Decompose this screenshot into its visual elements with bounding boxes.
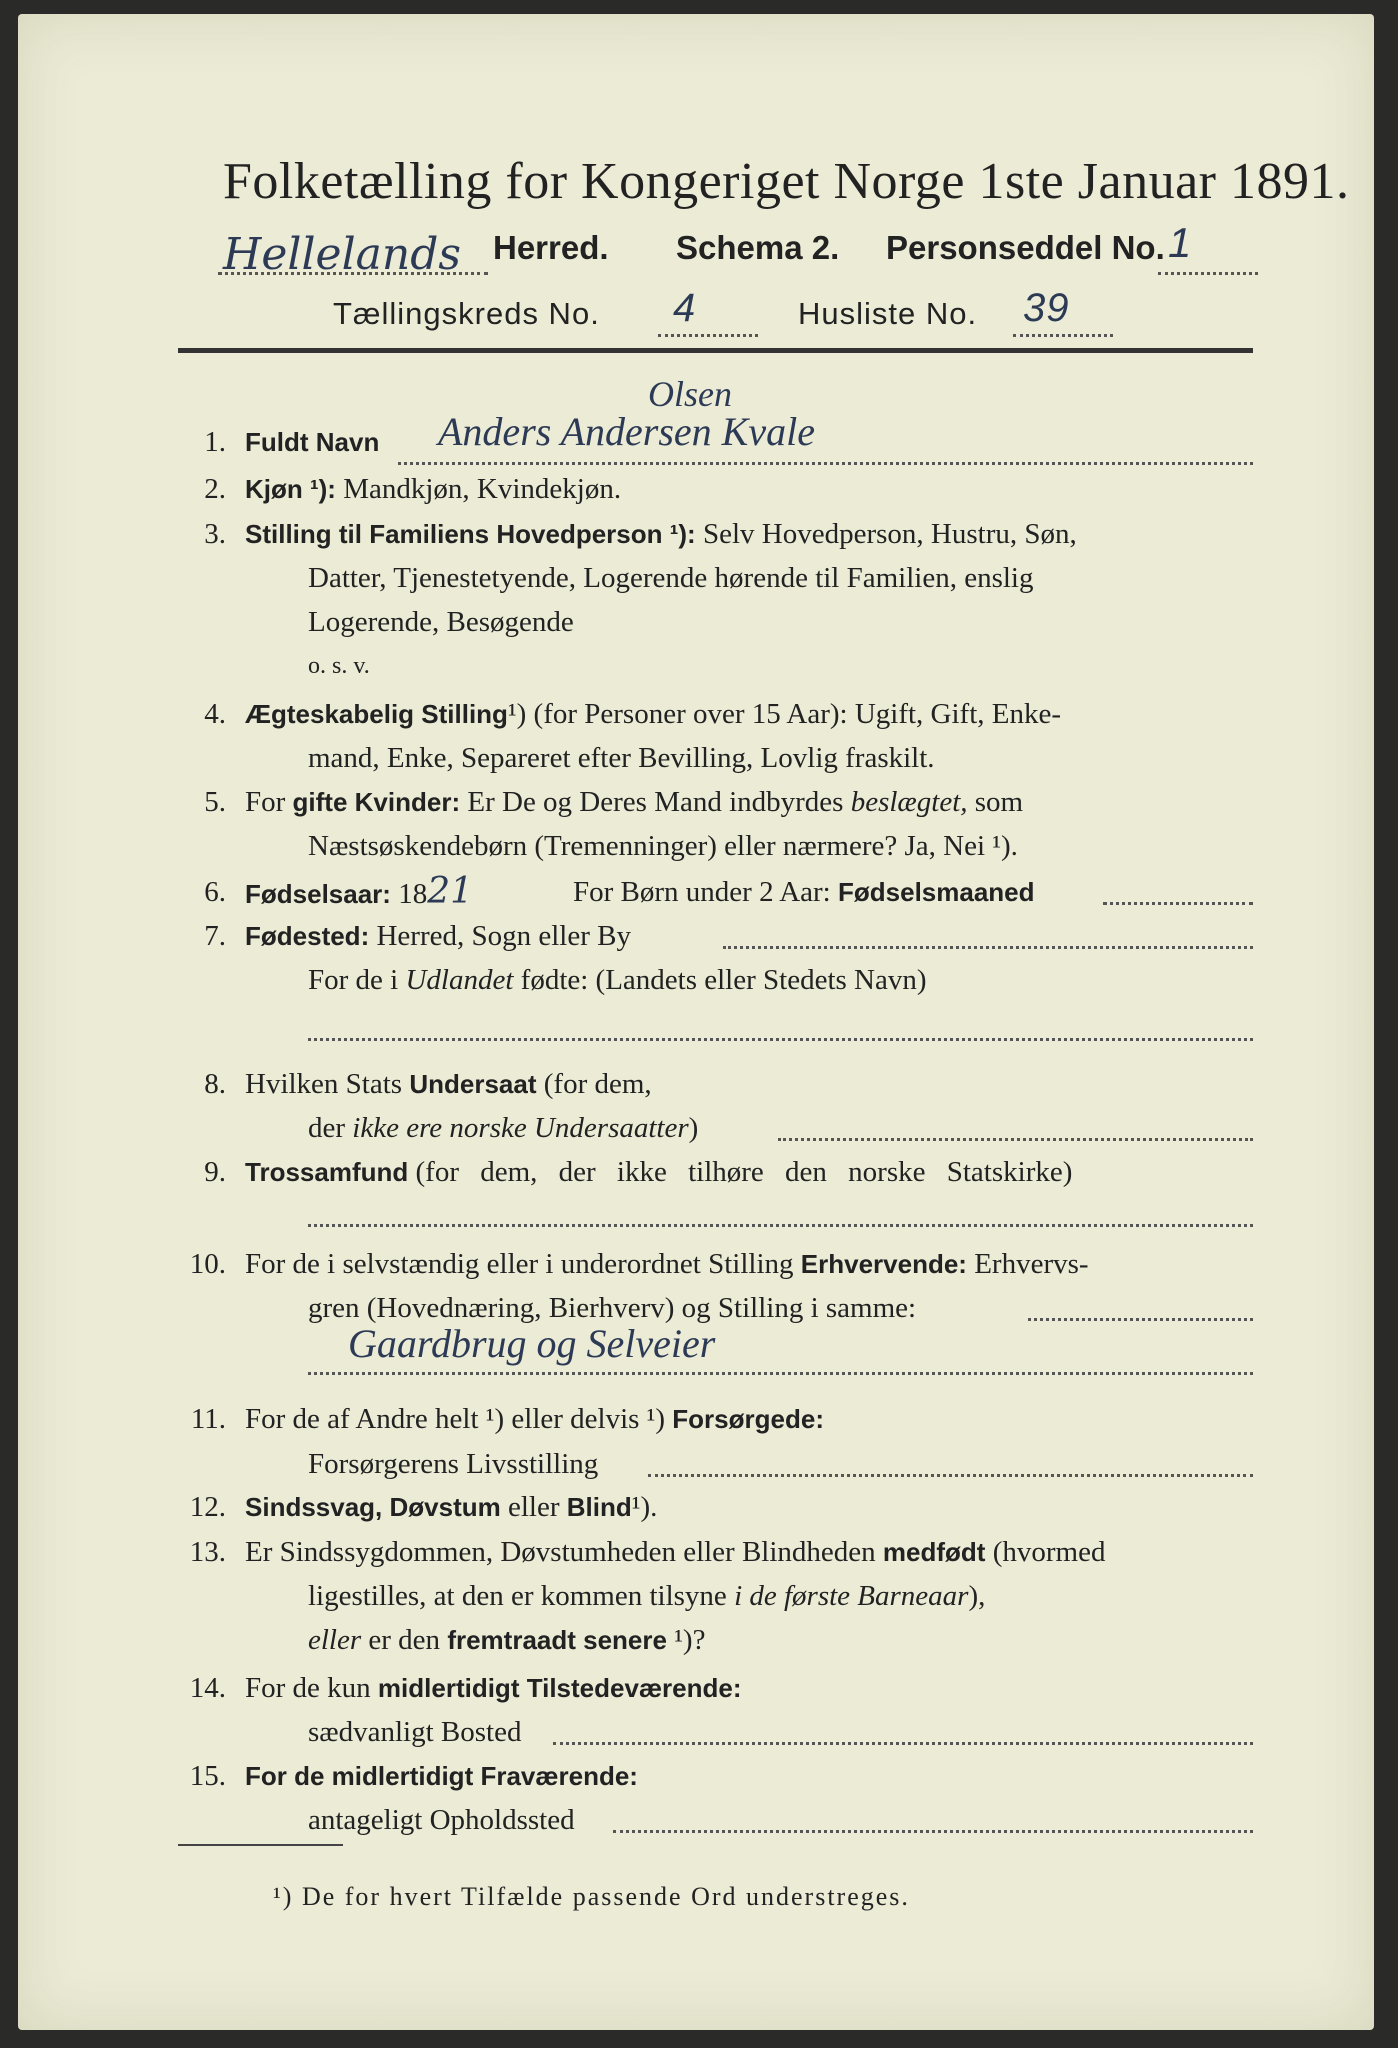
occupation-value: Gaardbrug og Selveier <box>348 1321 716 1366</box>
fodselsmaaned-label: Fødselsmaaned <box>838 877 1035 907</box>
blind-label: Blind <box>566 1492 632 1522</box>
fodested-row <box>245 916 631 956</box>
medfodt-end: (hvormed <box>992 1536 1106 1568</box>
husliste-label: Husliste No. <box>798 296 978 331</box>
item-number: 13. <box>189 1536 226 1568</box>
item-number: 6. <box>204 876 226 908</box>
erhverv-label: Erhvervende: <box>800 1249 967 1279</box>
item-number: 2. <box>204 473 226 505</box>
item-number: 9. <box>204 1156 226 1188</box>
kreds-number: 4 <box>673 286 697 330</box>
herred-label: Herred. <box>493 229 609 266</box>
item-number: 8. <box>204 1068 226 1100</box>
gifte-row <box>245 782 1023 822</box>
born-under-2: For Børn under 2 Aar: <box>573 876 831 908</box>
birth-year-value: 21 <box>427 871 474 912</box>
sindssvag-eller: eller <box>507 1491 560 1523</box>
forsorgede-text: For de af Andre helt ¹) eller delvis ¹) <box>245 1403 666 1435</box>
gifte-italic: beslægtet, <box>850 786 968 818</box>
fravaerende-label: For de midlertidigt Fraværende: <box>245 1761 638 1791</box>
kjon-options: Mandkjøn, Kvindekjøn. <box>343 473 622 505</box>
item-number: 14. <box>189 1672 226 1704</box>
footnote: ¹) De for hvert Tilfælde passende Ord understreges. <box>273 1882 910 1911</box>
fodselsaar-row <box>245 872 473 914</box>
trossamfund-text: (for dem, der ikke tilhøre den norske Statskirke) <box>415 1156 1073 1188</box>
stilling-label: Stilling til Familiens Hovedperson ¹): <box>245 519 696 549</box>
aegteskab-row <box>245 694 1061 734</box>
erhverv-text-end: Erhvervs- <box>974 1248 1089 1280</box>
personseddel-number: 1 <box>1168 219 1192 266</box>
item-number: 1. <box>204 426 226 458</box>
udlandet-for: For de i <box>308 964 399 996</box>
stilling-row <box>245 514 1077 554</box>
undersaat-text: (for dem, <box>543 1068 652 1100</box>
item-number: 4. <box>204 698 226 730</box>
sindssvag-end: ¹). <box>631 1491 658 1523</box>
erhverv-text: For de i selvstændig eller i underordnet Stilling <box>245 1248 794 1280</box>
medfodt-row <box>245 1532 1105 1572</box>
udlandet-row <box>308 960 927 1000</box>
undersaat-label: Undersaat <box>409 1069 537 1099</box>
undersaat-der: der <box>308 1112 346 1144</box>
fodested-options: Herred, Sogn eller By <box>376 920 631 952</box>
gifte-question-2: Næstsøskendebørn (Tremenninger) eller nærmere? Ja, Nei ¹). <box>308 830 1018 862</box>
medfodt-label: medfødt <box>882 1537 986 1567</box>
item-number: 15. <box>189 1760 226 1792</box>
stilling-options-3: Logerende, Besøgende <box>308 606 574 638</box>
fodested-label: Fødested: <box>245 921 370 951</box>
bosted-label: sædvanligt Bosted <box>308 1716 522 1748</box>
item-number: 7. <box>204 920 226 952</box>
item-number: 10. <box>189 1248 226 1280</box>
form-title: Folketælling for Kongeriget Norge 1ste Januar 1891. <box>223 153 1350 210</box>
herred-name: Hellelands <box>223 229 461 280</box>
name-correction: Olsen <box>648 374 732 414</box>
trossamfund-label: Trossamfund <box>245 1157 409 1187</box>
personseddel-label: Personseddel No. <box>886 229 1165 266</box>
udlandet-italic: Udlandet <box>405 964 514 996</box>
medfodt-end-2: ), <box>968 1580 986 1612</box>
undersaat-row-2 <box>308 1108 698 1148</box>
husliste-number: 39 <box>1023 286 1070 330</box>
gifte-for: For <box>245 786 293 818</box>
forsorger-livsstilling: Forsørgerens Livsstilling <box>308 1448 599 1480</box>
tilstede-row <box>245 1668 742 1708</box>
fodselsaar-label: Fødselsaar: <box>245 879 391 909</box>
stilling-etc: o. s. v. <box>308 653 370 679</box>
medfodt-italic: i de første Barneaar <box>734 1580 969 1612</box>
kjon-label: Kjøn ¹): <box>245 474 336 504</box>
header-rule <box>178 348 1253 353</box>
kjon-row <box>245 469 621 509</box>
item-number: 12. <box>189 1491 226 1523</box>
opholdssted-label: antageligt Opholdssted <box>308 1804 575 1836</box>
undersaat-italic: ikke ere norske Undersaatter <box>352 1112 689 1144</box>
full-name-value: Anders Andersen Kvale <box>438 409 815 454</box>
undersaat-close: ) <box>688 1112 699 1144</box>
forsorgede-row <box>245 1399 824 1439</box>
tilstede-label: midlertidigt Tilstedeværende: <box>377 1673 742 1703</box>
erhverv-text-2: gren (Hovednæring, Bierhverv) og Stilling i samme: <box>308 1292 917 1324</box>
stilling-options: Selv Hovedperson, Hustru, Søn, <box>702 518 1077 550</box>
senere-label: fremtraadt senere <box>447 1625 667 1655</box>
udlandet-text: fødte: (Landets eller Stedets Navn) <box>520 964 927 996</box>
item-number: 11. <box>190 1403 226 1435</box>
footnote-rule <box>178 1844 343 1846</box>
gifte-question: Er De og Deres Mand indbyrdes <box>467 786 844 818</box>
aegteskab-label: Ægteskabelig Stilling <box>245 699 508 729</box>
aegteskab-options-2: mand, Enke, Separeret efter Bevilling, Lovlig fraskilt. <box>308 742 935 774</box>
fodselsmaaned-row <box>573 872 1035 912</box>
item-number: 5. <box>204 786 226 818</box>
gifte-label: gifte Kvinder: <box>292 787 461 817</box>
undersaat-row <box>245 1064 652 1104</box>
trossamfund-row <box>245 1152 1072 1192</box>
medfodt-row-3 <box>308 1620 705 1660</box>
year-prefix: 18 <box>398 878 428 910</box>
erhverv-row <box>245 1244 1089 1284</box>
schema-label: Schema 2. <box>676 229 840 266</box>
sindssvag-row <box>245 1487 657 1527</box>
item-number: 3. <box>204 518 226 550</box>
census-form <box>18 14 1374 2030</box>
medfodt-eller: eller <box>308 1624 362 1656</box>
medfodt-text-2: ligestilles, at den er kommen tilsyne <box>308 1580 727 1612</box>
fuldt-navn-label: Fuldt Navn <box>245 427 380 457</box>
kreds-label: Tællingskreds No. <box>333 296 600 331</box>
aegteskab-options: ¹) (for Personer over 15 Aar): Ugift, Gift, Enke- <box>507 698 1062 730</box>
medfodt-text-3: er den <box>368 1624 441 1656</box>
medfodt-row-2 <box>308 1576 985 1616</box>
sindssvag-label: Sindssvag, Døvstum <box>245 1492 501 1522</box>
medfodt-text: Er Sindssygdommen, Døvstumheden eller Blindheden <box>245 1536 876 1568</box>
medfodt-end-3: ¹)? <box>674 1624 706 1656</box>
gifte-som: som <box>974 786 1024 818</box>
undersaat-prefix: Hvilken Stats <box>245 1068 403 1100</box>
stilling-options-2: Datter, Tjenestetyende, Logerende hørende til Familien, enslig <box>308 562 1034 594</box>
forsorgede-label: Forsørgede: <box>672 1404 824 1434</box>
fravaerende-row <box>245 1756 638 1796</box>
tilstede-text: For de kun <box>245 1672 371 1704</box>
